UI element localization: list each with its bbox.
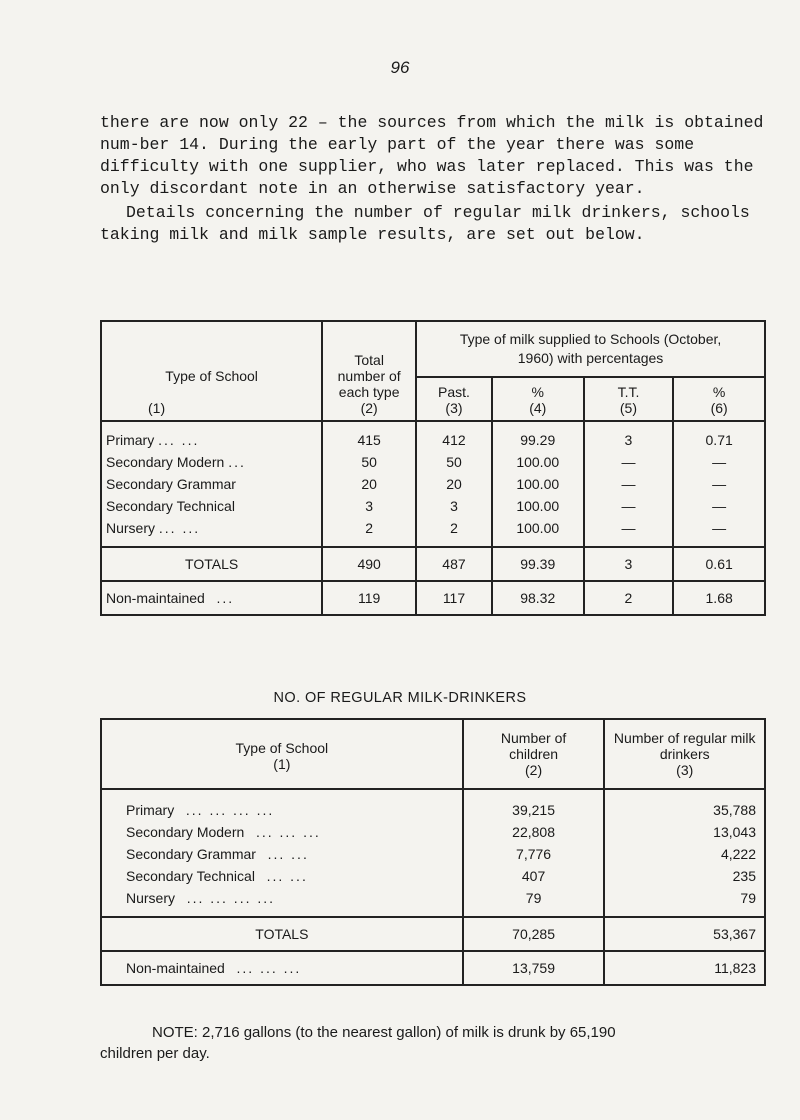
cell: 20 [416, 473, 492, 495]
col-header-total [322, 321, 416, 421]
header-past-number: (3) [445, 400, 463, 416]
cell: 487 [416, 547, 492, 581]
cell-children: 79 [463, 887, 605, 917]
cell-drinkers: 35,788 [604, 789, 765, 821]
header-type-label: Type of School [235, 740, 329, 756]
totals-row [101, 547, 765, 581]
header-children-number: (2) [525, 762, 543, 778]
header-type-number: (1) [273, 756, 291, 772]
school-type: Secondary Grammar [126, 846, 256, 862]
header-pct1-number: (4) [529, 400, 547, 416]
cell: 50 [416, 451, 492, 473]
non-maintained-label: Non-maintained [106, 590, 205, 606]
header-pct2-number: (6) [710, 400, 728, 416]
school-type: Secondary Grammar [106, 476, 236, 492]
school-type: Nursery [106, 520, 156, 536]
table-row [101, 789, 765, 821]
cell-drinkers: 13,043 [604, 821, 765, 843]
table-row [101, 843, 765, 865]
row-label [101, 473, 322, 495]
non-maintained-row [101, 581, 765, 615]
cell: 98.32 [492, 581, 584, 615]
cell: 100.00 [492, 451, 584, 473]
header-total-number: (2) [360, 400, 378, 416]
cell-drinkers: 11,823 [604, 951, 765, 985]
leader-dots: ... ... ... ... [186, 890, 276, 906]
col-header-pct2 [673, 377, 765, 421]
header-pct2-label: % [712, 384, 726, 400]
milk-drinkers-table [100, 718, 766, 986]
school-type: Primary [106, 432, 155, 448]
cell: 490 [322, 547, 416, 581]
note-line-2: children per day. [100, 1045, 210, 1062]
col-header-drinkers [604, 719, 765, 789]
cell: 100.00 [492, 495, 584, 517]
school-type: Nursery [126, 890, 176, 906]
cell: 50 [322, 451, 416, 473]
leader-dots: ... ... ... [255, 824, 321, 840]
note [100, 1022, 770, 1064]
cell: 100.00 [492, 473, 584, 495]
totals-row [101, 917, 765, 951]
col-header-children [463, 719, 605, 789]
totals-label: TOTALS [101, 547, 322, 581]
body-text [100, 112, 770, 246]
cell: 20 [322, 473, 416, 495]
col-header-tt [584, 377, 674, 421]
row-label [101, 865, 463, 887]
header-pct1-label: % [531, 384, 544, 400]
col-header-past [416, 377, 492, 421]
table-row [101, 421, 765, 451]
cell: 2 [416, 517, 492, 547]
table-row [101, 473, 765, 495]
row-label [101, 789, 463, 821]
cell: — [584, 495, 674, 517]
header-children-label: Number of children [500, 730, 567, 762]
cell-children: 13,759 [463, 951, 605, 985]
row-label [101, 887, 463, 917]
header-type-label: Type of School [165, 368, 258, 384]
non-maintained-label: Non-maintained [126, 960, 225, 976]
row-label [101, 581, 322, 615]
header-drinkers-number: (3) [676, 762, 694, 778]
row-label [101, 451, 322, 473]
school-type: Secondary Modern [126, 824, 245, 840]
cell: — [584, 451, 674, 473]
header-drinkers-label: Number of regular milk drinkers [613, 730, 756, 762]
cell: 2 [584, 581, 674, 615]
table-row [101, 865, 765, 887]
header-type-number: (1) [148, 400, 166, 416]
cell-drinkers: 79 [604, 887, 765, 917]
paragraph-2: Details concerning the number of regular milk drinkers, schools taking milk and milk sample results, are set out below. [100, 203, 750, 244]
cell: 0.61 [673, 547, 765, 581]
cell: 415 [322, 421, 416, 451]
header-past-label: Past. [438, 384, 470, 400]
leader-dots: ... [216, 590, 235, 606]
cell: 3 [584, 421, 674, 451]
header-total-label: Total number of each type [337, 352, 401, 400]
col-header-type [101, 719, 463, 789]
cell: — [673, 517, 765, 547]
cell: 412 [416, 421, 492, 451]
leader-dots: ... ... [158, 520, 201, 536]
header-tt-label: T.T. [617, 384, 640, 400]
totals-label: TOTALS [101, 917, 463, 951]
cell: 99.29 [492, 421, 584, 451]
cell: — [584, 473, 674, 495]
non-maintained-row [101, 951, 765, 985]
table-row [101, 821, 765, 843]
leader-dots: ... ... [267, 846, 309, 862]
table-row [101, 495, 765, 517]
milk-supply-table [100, 320, 766, 616]
row-label [101, 495, 322, 517]
cell-drinkers: 235 [604, 865, 765, 887]
table-row [101, 517, 765, 547]
cell-children: 7,776 [463, 843, 605, 865]
leader-dots: ... ... [158, 432, 200, 448]
school-type: Primary [126, 802, 175, 818]
cell-drinkers: 4,222 [604, 843, 765, 865]
paragraph-1: there are now only 22 – the sources from which the milk is obtained num-ber 14. During the early part of the year there was some difficulty with one supplier, who was later replaced. This was the only discordant note in an otherwise satisfactory year. [100, 113, 764, 198]
col-header-pct1 [492, 377, 584, 421]
header-tt-number: (5) [619, 400, 638, 416]
cell: 99.39 [492, 547, 584, 581]
school-type: Secondary Technical [106, 498, 235, 514]
cell: — [673, 451, 765, 473]
cell: 117 [416, 581, 492, 615]
cell: — [584, 517, 674, 547]
col-header-type [101, 321, 322, 421]
table2-caption: NO. OF REGULAR MILK-DRINKERS [273, 690, 527, 706]
cell: 3 [322, 495, 416, 517]
leader-dots: ... ... ... [236, 960, 302, 976]
cell: 3 [416, 495, 492, 517]
note-line-1: NOTE: 2,716 gallons (to the nearest gallon) of milk is drunk by 65,190 [152, 1024, 616, 1041]
row-label [101, 421, 322, 451]
cell: — [673, 473, 765, 495]
cell: 2 [322, 517, 416, 547]
leader-dots: ... [228, 454, 246, 470]
table-row [101, 887, 765, 917]
school-type: Secondary Modern [106, 454, 225, 470]
row-label [101, 821, 463, 843]
row-label [101, 951, 463, 985]
cell-drinkers: 53,367 [604, 917, 765, 951]
row-label [101, 517, 322, 547]
leader-dots: ... ... [266, 868, 308, 884]
cell: 119 [322, 581, 416, 615]
cell-children: 22,808 [463, 821, 605, 843]
cell: 3 [584, 547, 674, 581]
leader-dots: ... ... ... ... [185, 802, 275, 818]
cell: — [673, 495, 765, 517]
cell: 100.00 [492, 517, 584, 547]
school-type: Secondary Technical [126, 868, 255, 884]
page-number: 96 [390, 58, 410, 77]
cell: 1.68 [673, 581, 765, 615]
col-header-supplied: Type of milk supplied to Schools (October, 1960) with percentages [416, 321, 765, 377]
cell: 0.71 [673, 421, 765, 451]
table-row [101, 451, 765, 473]
cell-children: 70,285 [463, 917, 605, 951]
cell-children: 407 [463, 865, 605, 887]
row-label [101, 843, 463, 865]
cell-children: 39,215 [463, 789, 605, 821]
